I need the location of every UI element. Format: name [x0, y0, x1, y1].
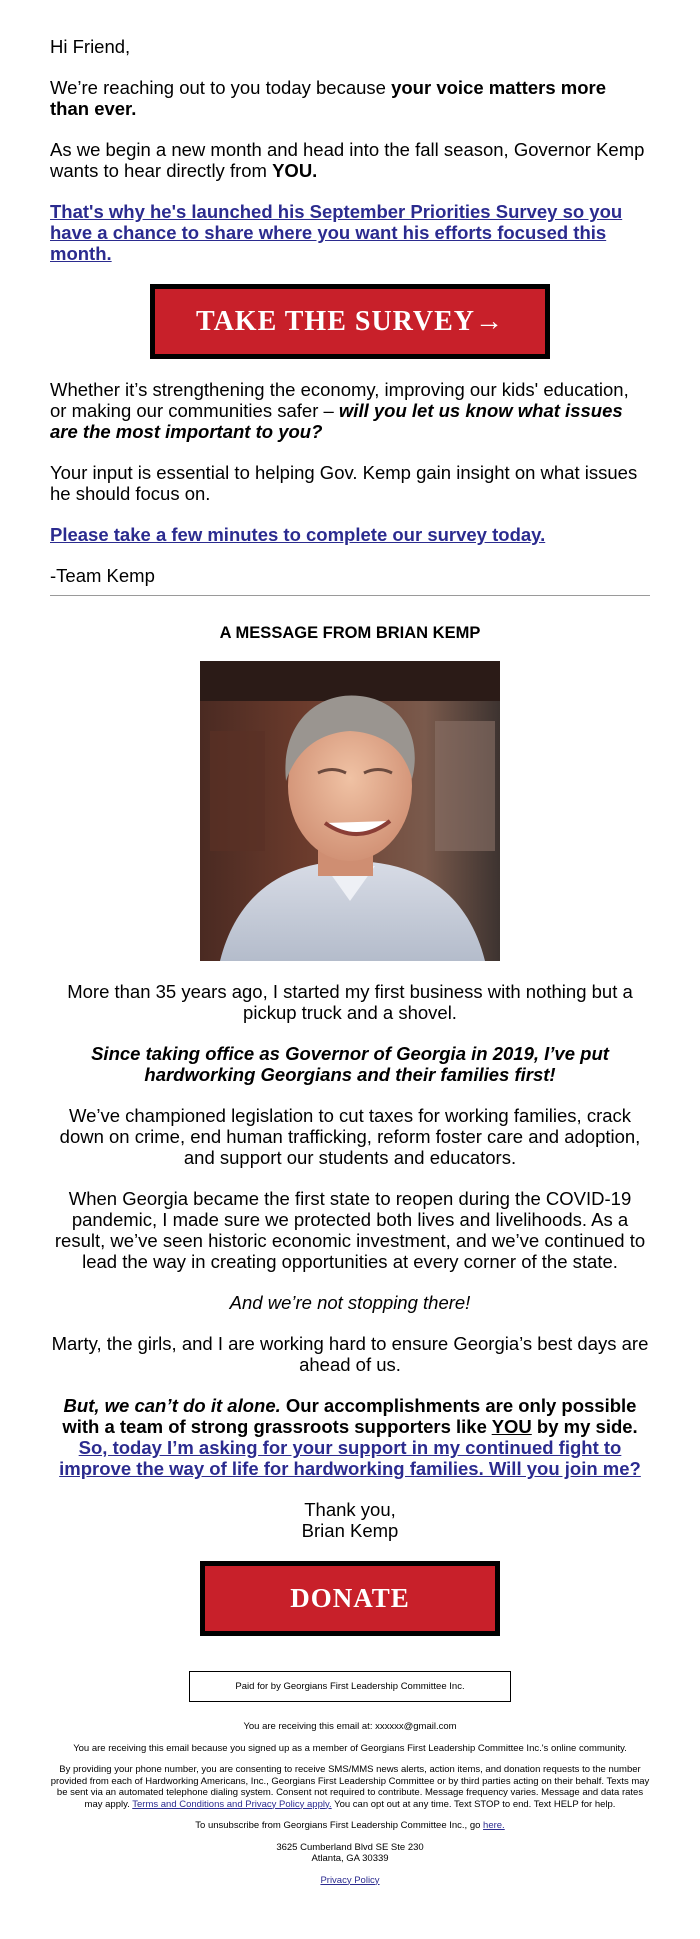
unsubscribe-line: [50, 1820, 650, 1832]
intro-paragraph-6: [50, 524, 650, 545]
privacy-line: [50, 1875, 650, 1887]
message-paragraph-7: [50, 1395, 650, 1479]
greeting: Hi Friend,: [50, 36, 131, 57]
address-line-1: 3625 Cumberland Blvd SE Ste 230: [276, 1841, 424, 1853]
portrait-image: [200, 661, 500, 961]
survey-button-row: [50, 284, 650, 359]
support-link[interactable]: So, today I’m asking for your support in my continued fight to improve the way of life for hardworking families. Will you join me?: [59, 1437, 641, 1479]
message-paragraph-4: When Georgia became the first state to reopen during the COVID-19 pandemic, I made sure we protected both lives and livelihoods. As a result, we’ve seen historic economic investment, and we’ve continued to lead the way in creating opportunities at every corner of the state.: [54, 1188, 646, 1272]
p4-text: Whether it’s strengthening the economy, improving our kids' education, or making our communities safer –: [50, 379, 629, 421]
message-paragraph-5: And we’re not stopping there!: [229, 1292, 471, 1313]
message-paragraph-1: More than 35 years ago, I started my first business with nothing but a pickup truck and a shovel.: [67, 981, 633, 1023]
intro-paragraph-3: [50, 201, 650, 264]
message-heading: A MESSAGE FROM BRIAN KEMP: [219, 624, 481, 642]
survey-link[interactable]: That's why he's launched his September Priorities Survey so you have a chance to share where you want his efforts focused this month.: [50, 201, 623, 264]
p2-text: As we begin a new month and head into the fall season, Governor Kemp wants to hear directly from: [50, 139, 645, 181]
m7-bold: Our accomplishments are only possible with a team of strong grassroots supporters like: [62, 1395, 637, 1437]
unsub-text: To unsubscribe from Georgians First Leadership Committee Inc., go: [195, 1820, 484, 1831]
m7-italic: But, we can’t do it alone.: [63, 1395, 281, 1416]
donate-button-row: [50, 1561, 650, 1636]
unsubscribe-link[interactable]: here.: [483, 1820, 505, 1831]
sms-tail: You can opt out at any time. Text STOP to end. Text HELP for help.: [331, 1798, 616, 1810]
p1-text: We’re reaching out to you today because: [50, 77, 392, 98]
paid-for-box: Paid for by Georgians First Leadership Committee Inc.: [189, 1671, 511, 1702]
intro-paragraph-2: [50, 139, 650, 181]
signup-reason: You are receiving this email because you signed up as a member of Georgians First Leadership Committee Inc.'s online community.: [73, 1742, 627, 1754]
privacy-policy-link[interactable]: Privacy Policy: [320, 1874, 380, 1886]
sms-text: By providing your phone number, you are consenting to receive SMS/MMS news alerts, action items, and donation requests to the number provided from each of Hardworking Americans, Inc., Georgians First Leadership Committee or by third parties acting on their behalf. Texts may be sent via an automated telephone dialing system. Consent not required to contribute. Message frequency varies. Message and data rates may apply.: [50, 1764, 650, 1810]
team-signoff: -Team Kemp: [50, 565, 155, 586]
message-paragraph-3: We’ve championed legislation to cut taxes for working families, crack down on crime, end human trafficking, reform foster care and adoption, and support our students and educators.: [59, 1105, 641, 1168]
intro-paragraph-5: Your input is essential to helping Gov. Kemp gain insight on what issues he should focus on.: [50, 462, 638, 504]
p2-bold: YOU.: [272, 160, 318, 181]
donate-button[interactable]: DONATE: [200, 1561, 500, 1636]
take-survey-button[interactable]: TAKE THE SURVEY→: [150, 284, 550, 359]
footer: [50, 1671, 650, 1886]
terms-privacy-link[interactable]: Terms and Conditions and Privacy Policy apply.: [132, 1798, 332, 1810]
intro-section: [50, 0, 650, 596]
p4-bold-italic: will you let us know what issues are the most important to you?: [50, 400, 623, 442]
sms-consent: [50, 1764, 650, 1810]
message-paragraph-6: Marty, the girls, and I are working hard to ensure Georgia’s best days are ahead of us.: [51, 1333, 649, 1375]
message-paragraph-2: Since taking office as Governor of Georgia in 2019, I’ve put hardworking Georgians and their families first!: [91, 1043, 609, 1085]
intro-paragraph-4: [50, 379, 650, 442]
p1-bold: your voice matters more than ever.: [50, 77, 606, 119]
complete-survey-link[interactable]: Please take a few minutes to complete our survey today.: [50, 524, 546, 545]
m7-side: by my side.: [531, 1416, 638, 1437]
portrait-photo: [200, 661, 500, 961]
m7-you: YOU: [491, 1416, 532, 1437]
signature-name: Brian Kemp: [301, 1520, 399, 1541]
divider: [50, 595, 650, 596]
thanks-line: Thank you,: [304, 1499, 396, 1520]
message-section: [50, 623, 650, 1636]
address-line-2: Atlanta, GA 30339: [311, 1853, 389, 1864]
intro-paragraph-1: [50, 77, 650, 119]
receiving-email: You are receiving this email at: xxxxxx@gmail.com: [243, 1721, 457, 1732]
